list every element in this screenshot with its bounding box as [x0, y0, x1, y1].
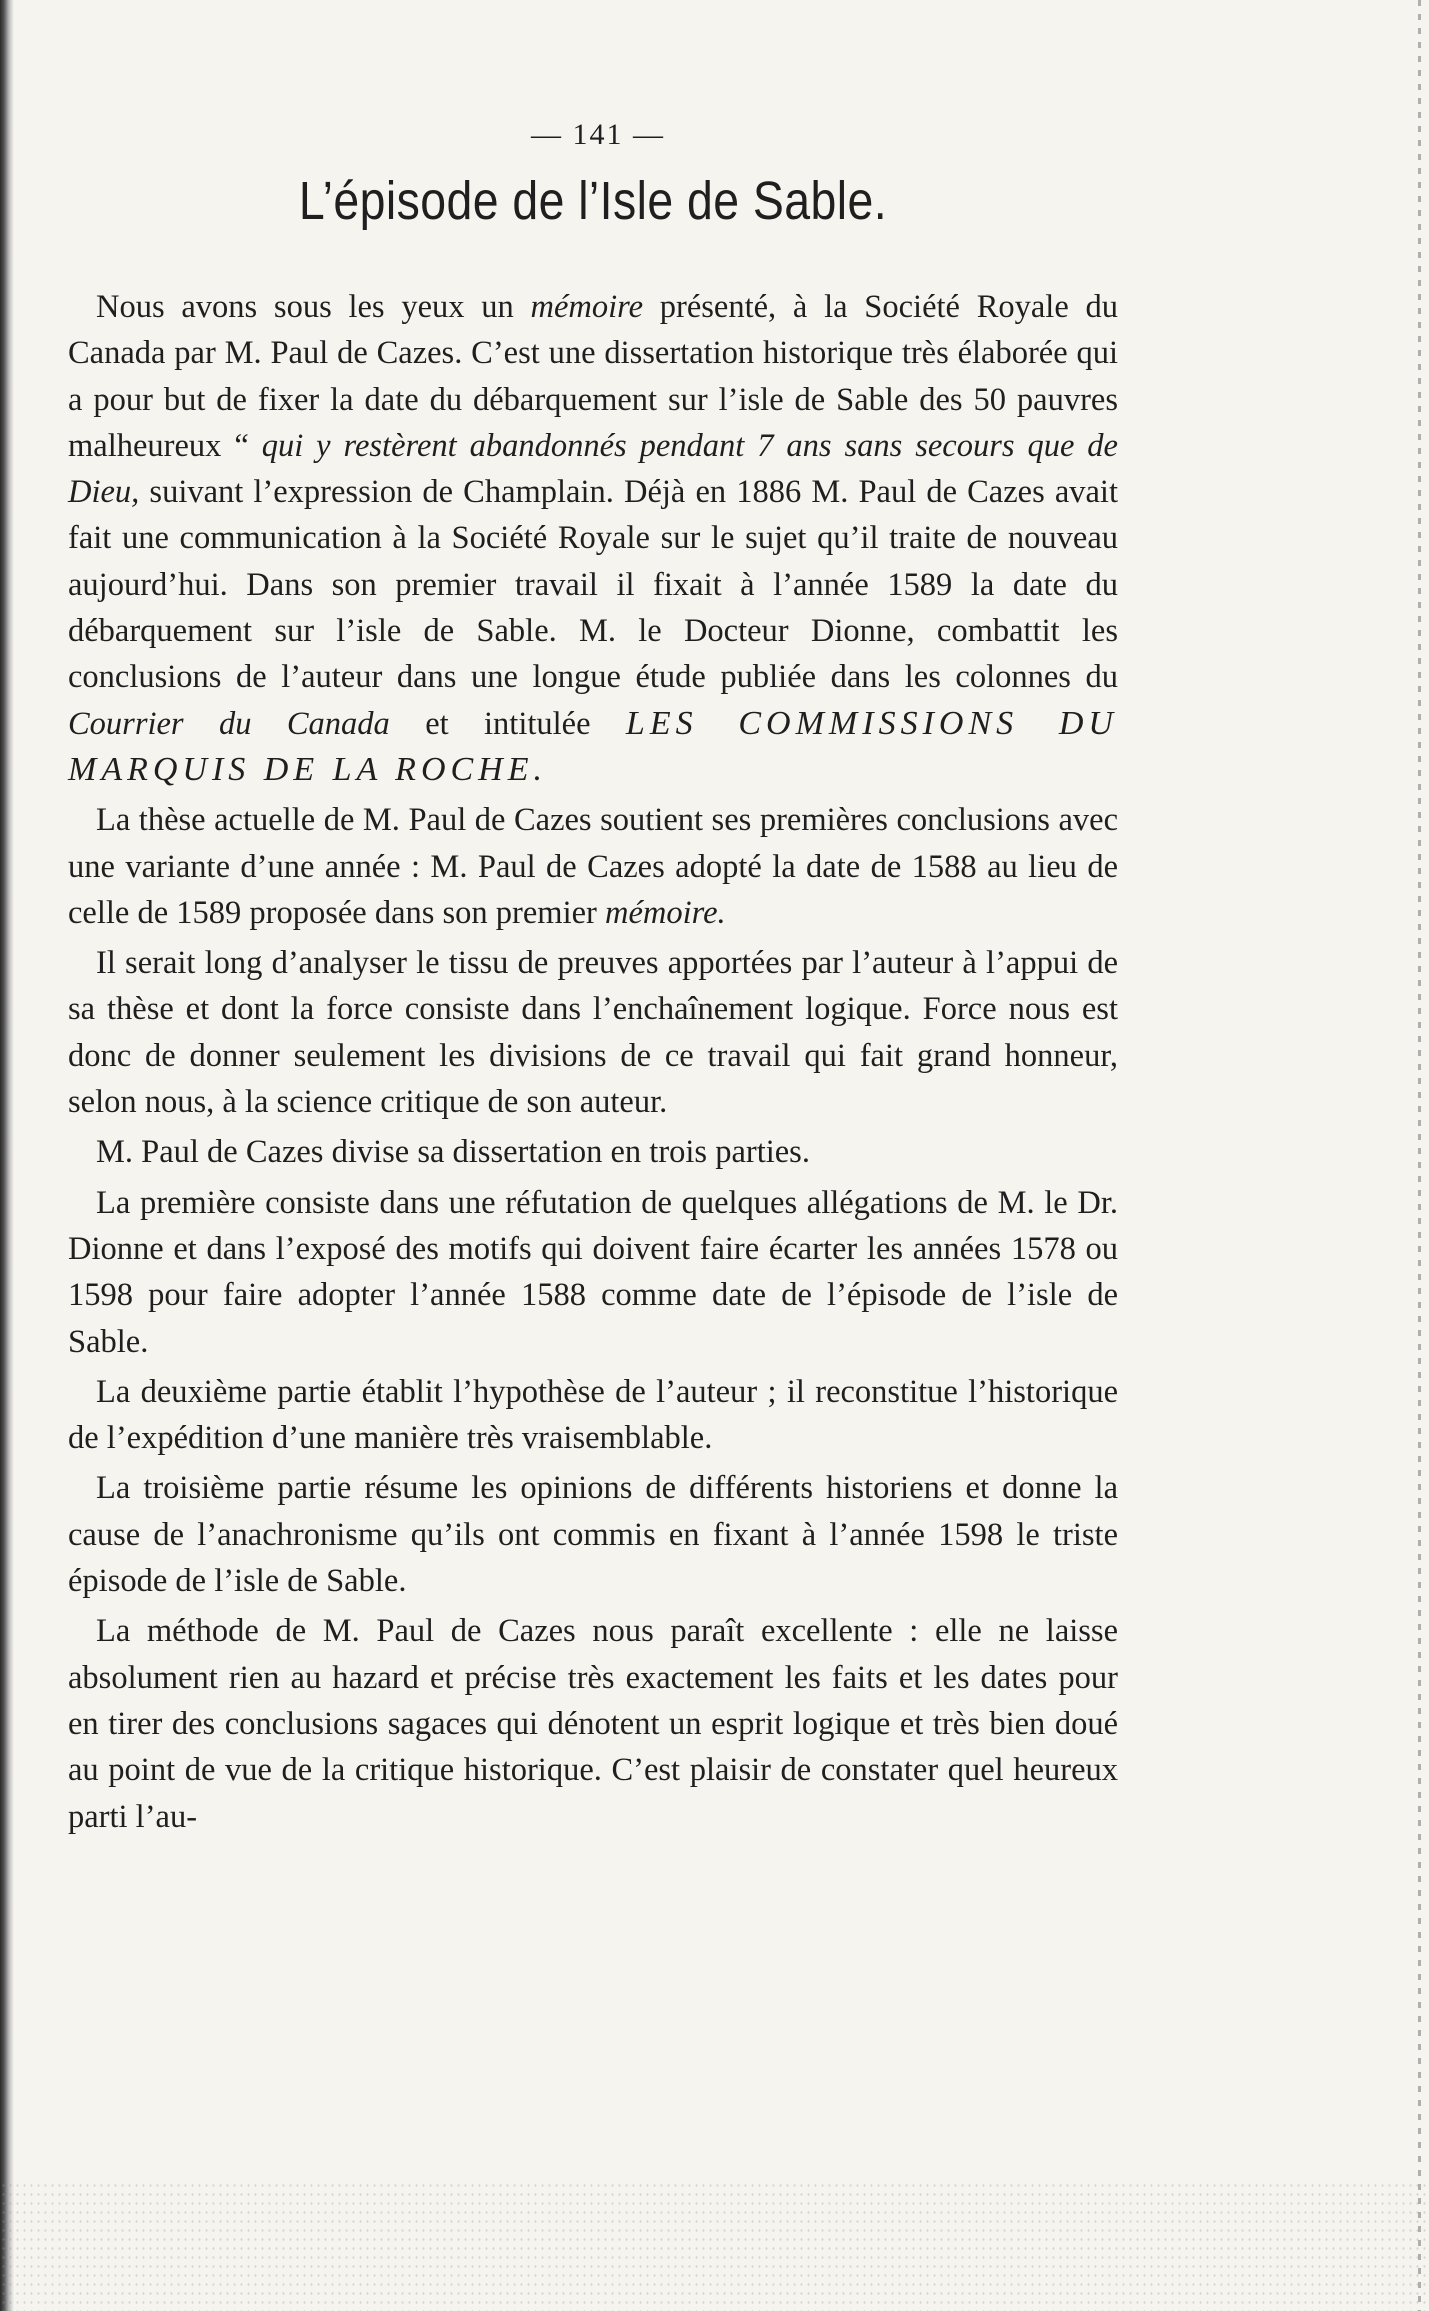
paragraph	[68, 797, 1118, 936]
paragraph	[68, 1129, 1118, 1175]
text-run: M. Paul de Cazes divise sa dissertation en trois parties.	[96, 1134, 810, 1171]
italic-caps-title: LES COMMISSIONS DU MARQUIS DE LA ROCHE.	[68, 704, 1118, 788]
text-run: suivant l’expression de Champlain. Déjà en 1886 M. Paul de Cazes avait fait une communication à la Société Royale sur le sujet qu’il traite de nouveau aujourd’hui. Dans son premier travail il fixait à l’année 1589 la date du débarquement sur l’isle de Sable. M. le Docteur Dionne, combattit les conclusions de l’auteur dans une longue étude publiée dans les colonnes du	[68, 474, 1118, 696]
paragraph	[68, 1369, 1118, 1462]
text-run: La thèse actuelle de M. Paul de Cazes soutient ses premières conclusions avec une variante d’une année : M. Paul de Cazes adopté la date de 1588 au lieu de celle de 1589 proposée dans son premier	[68, 802, 1118, 931]
scan-binding-edge	[0, 0, 14, 2311]
paragraph	[68, 1465, 1118, 1604]
italic-text: mémoire.	[604, 894, 726, 931]
scan-noise	[0, 2181, 1429, 2311]
paragraph	[68, 1180, 1118, 1365]
body-text	[68, 284, 1118, 1840]
scan-right-edge	[1418, 0, 1421, 2311]
text-run: La méthode de M. Paul de Cazes nous paraît excellente : elle ne laisse absolument rien au hazard et précise très exactement les faits et les dates pour en tirer des conclusions sagaces qui dénotent un esprit logique et très bien doué au point de vue de la critique historique. C’est plaisir de constater quel heureux parti l’au-	[68, 1613, 1118, 1835]
text-run: présenté, à la Société Royale du Canada par M. Paul de Cazes. C’est une dissertation historique très élaborée qui a pour but de fixer la date du débarquement sur l’isle de Sable des 50 pauvres malheureux “	[68, 289, 1118, 464]
italic-text: qui y restèrent abandonnés pendant 7 ans sans secours que de Dieu,	[68, 427, 1118, 511]
italic-text: mémoire	[530, 289, 644, 325]
paragraph	[68, 284, 1118, 793]
text-run: et intitulée	[389, 705, 626, 742]
page-number: — 141 —	[531, 118, 665, 151]
page-title: L’épisode de l’Isle de Sable.	[298, 171, 888, 231]
italic-text: Courrier du Canada	[68, 705, 390, 742]
text-run: Nous avons sous les yeux un	[96, 289, 531, 325]
paragraph	[68, 940, 1118, 1125]
text-run: La première consiste dans une réfutation de quelques allégations de M. le Dr. Dionne et dans l’exposé des motifs qui doivent faire écarter les années 1578 ou 1598 pour faire adopter l’année 1588 comme date de l’épisode de l’isle de Sable.	[68, 1184, 1118, 1360]
text-run: La troisième partie résume les opinions de différents historiens et donne la cause de l’anachronisme qu’ils ont commis en fixant à l’année 1598 le triste épisode de l’isle de Sable.	[68, 1470, 1118, 1600]
text-run: Il serait long d’analyser le tissu de preuves apportées par l’auteur à l’appui de sa thèse et dont la force consiste dans l’enchaînement logique. Force nous est donc de donner seulement les divisions de ce travail qui fait grand honneur, selon nous, à la science critique de son auteur.	[68, 945, 1118, 1121]
text-run: La deuxième partie établit l’hypothèse de l’auteur ; il reconstitue l’historique de l’expédition d’une manière très vraisemblable.	[68, 1373, 1118, 1457]
paragraph	[68, 1608, 1118, 1839]
document-page	[68, 118, 1118, 1840]
